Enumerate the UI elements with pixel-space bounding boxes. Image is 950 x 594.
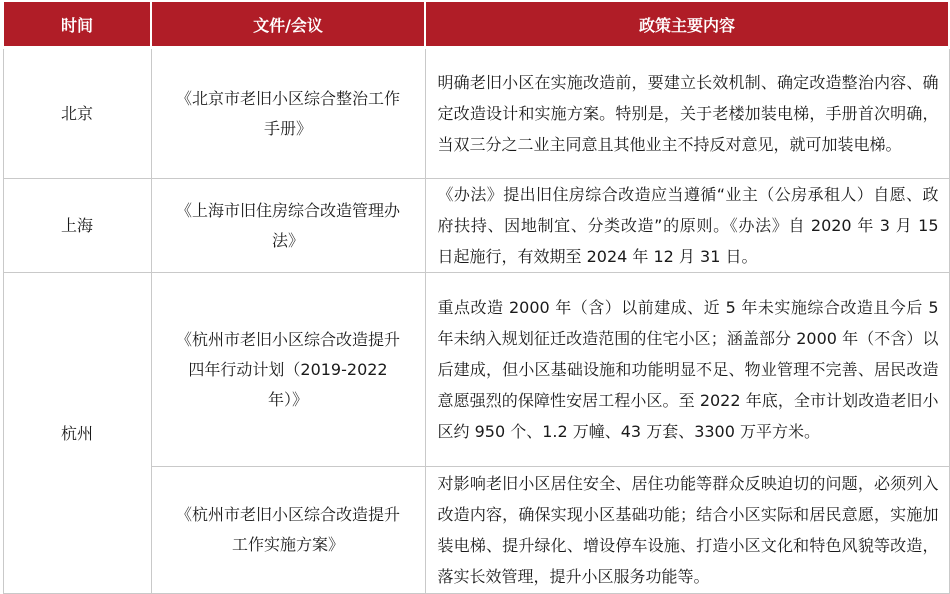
- header-row: [3, 2, 949, 48]
- document-cell: 《上海市旧住房综合改造管理办法》: [151, 179, 425, 273]
- city-cell: 北京: [3, 48, 151, 179]
- content-cell: 《办法》提出旧住房综合改造应当遵循“业主（公房承租人）自愿、政府扶持、因地制宜、分类改造”的原则。《办法》自 2020 年 3 月 15 日起施行，有效期至 2024 年 12 月 31 日。: [425, 179, 949, 273]
- table-header: [3, 2, 949, 48]
- header-document: 文件/会议: [151, 2, 425, 48]
- city-cell: 杭州: [3, 273, 151, 594]
- policy-table: [2, 2, 950, 594]
- document-cell: 《杭州市老旧小区综合改造提升四年行动计划（2019-2022 年）》: [151, 273, 425, 467]
- content-cell: 明确老旧小区在实施改造前，要建立长效机制、确定改造整治内容、确定改造设计和实施方案。特别是，关于老楼加装电梯，手册首次明确，当双三分之二业主同意且其他业主不持反对意见，就可加装电梯。: [425, 48, 949, 179]
- city-cell: 上海: [3, 179, 151, 273]
- content-cell: 对影响老旧小区居住安全、居住功能等群众反映迫切的问题，必须列入改造内容，确保实现小区基础功能；结合小区实际和居民意愿，实施加装电梯、提升绿化、增设停车设施、打造小区文化和特色风貌等改造，落实长效管理，提升小区服务功能等。: [425, 467, 949, 594]
- content-cell: 重点改造 2000 年（含）以前建成、近 5 年未实施综合改造且今后 5 年未纳入规划征迁改造范围的住宅小区；涵盖部分 2000 年（不含）以后建成，但小区基础设施和功能明显不足、物业管理不完善、居民改造意愿强烈的保障性安居工程小区。至 2022 年底，全市计划改造老旧小区约 950 个、1.2 万幢、43 万套、3300 万平方米。: [425, 273, 949, 467]
- table-row: [3, 273, 949, 467]
- table-row: [3, 48, 949, 179]
- table-body: [3, 48, 949, 594]
- header-content: 政策主要内容: [425, 2, 949, 48]
- document-cell: 《北京市老旧小区综合整治工作手册》: [151, 48, 425, 179]
- table-row: [3, 179, 949, 273]
- header-time: 时间: [3, 2, 151, 48]
- document-cell: 《杭州市老旧小区综合改造提升工作实施方案》: [151, 467, 425, 594]
